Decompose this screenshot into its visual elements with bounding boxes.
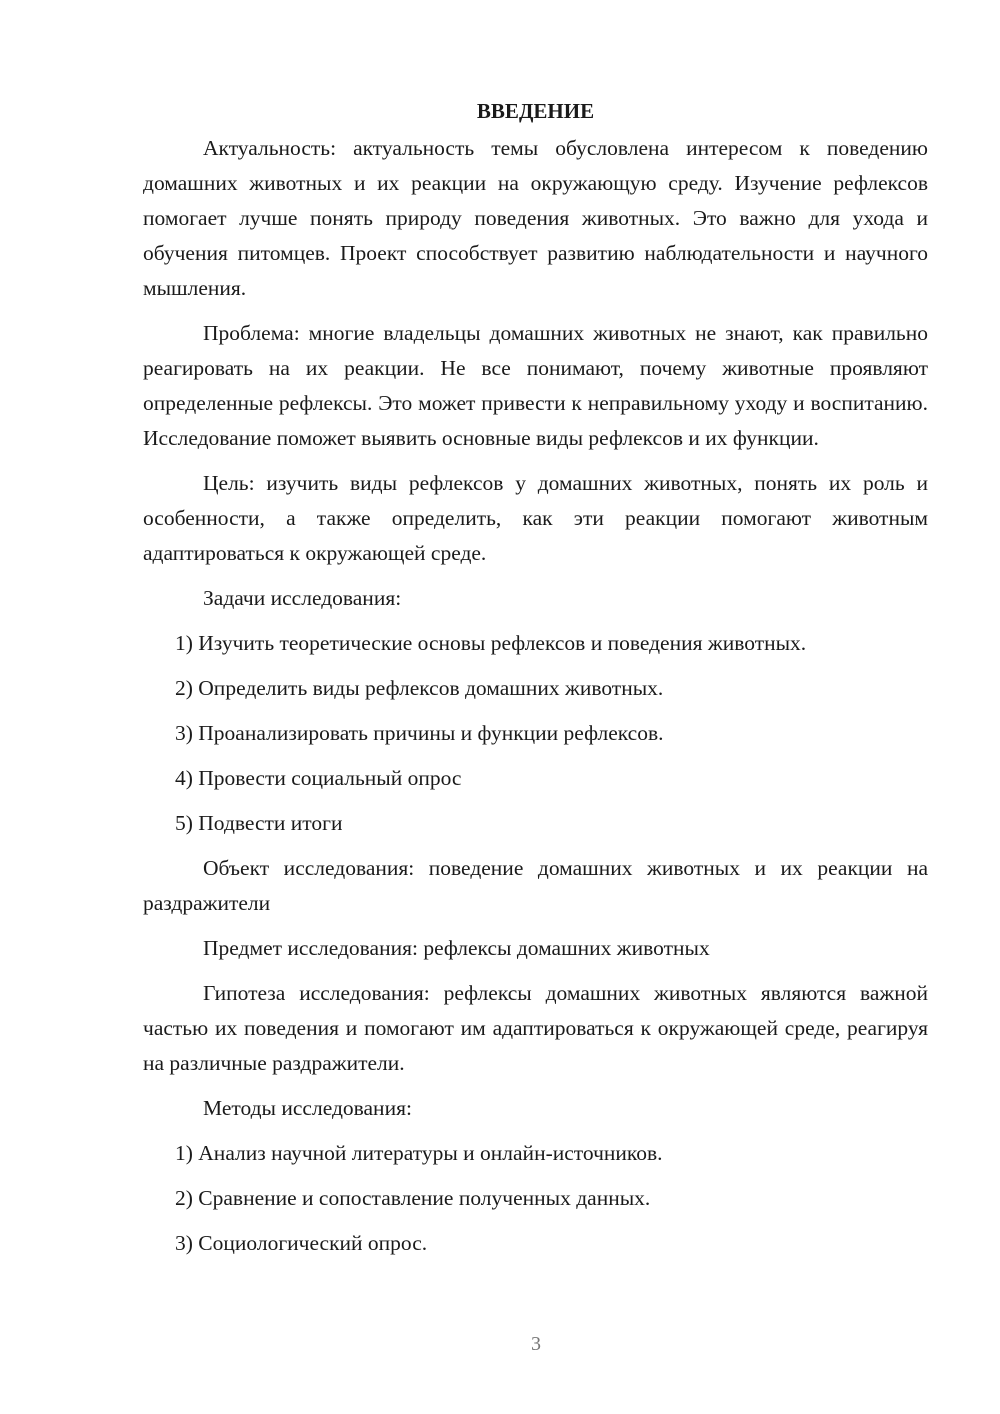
section-title: ВВЕДЕНИЕ <box>476 99 595 123</box>
method-item: 1) Анализ научной литературы и онлайн-источников. <box>175 1141 663 1165</box>
task-item: 3) Проанализировать причины и функции рефлексов. <box>175 721 664 745</box>
method-item: 3) Социологический опрос. <box>175 1231 428 1255</box>
methods-list <box>143 1136 928 1261</box>
task-item: 4) Провести социальный опрос <box>175 766 462 790</box>
method-item: 2) Сравнение и сопоставление полученных данных. <box>175 1186 651 1210</box>
document-page <box>143 95 928 1271</box>
task-item: 1) Изучить теоретические основы рефлексов и поведения животных. <box>175 631 807 655</box>
object-paragraph: Объект исследования: поведение домашних животных и их реакции на раздражители <box>143 856 928 915</box>
hypothesis-paragraph: Гипотеза исследования: рефлексы домашних животных являются важной частью их поведения и помогают им адаптироваться к окружающей среде, реагируя на различные раздражители. <box>143 981 928 1075</box>
task-item: 5) Подвести итоги <box>175 811 343 835</box>
goal-paragraph: Цель: изучить виды рефлексов у домашних животных, понять их роль и особенности, а также определить, как эти реакции помогают животным адаптироваться к окружающей среде. <box>143 471 928 565</box>
relevance-paragraph: Актуальность: актуальность темы обусловлена интересом к поведению домашних животных и их реакции на окружающую среду. Изучение рефлексов помогает лучше понять природу поведения животных. Это важно для ухода и обучения питомцев. Проект способствует развитию наблюдательности и научного мышления. <box>143 136 928 300</box>
problem-paragraph: Проблема: многие владельцы домашних животных не знают, как правильно реагировать на их реакции. Не все понимают, почему животные проявляют определенные рефлексы. Это может привести к неправильному уходу и воспитанию. Исследование поможет выявить основные виды рефлексов и их функции. <box>143 321 928 450</box>
task-item: 2) Определить виды рефлексов домашних животных. <box>175 676 664 700</box>
methods-heading: Методы исследования: <box>203 1096 412 1120</box>
subject-paragraph: Предмет исследования: рефлексы домашних животных <box>203 936 710 960</box>
tasks-list <box>143 626 928 841</box>
page-number: 3 <box>531 1333 541 1355</box>
tasks-heading: Задачи исследования: <box>203 586 402 610</box>
